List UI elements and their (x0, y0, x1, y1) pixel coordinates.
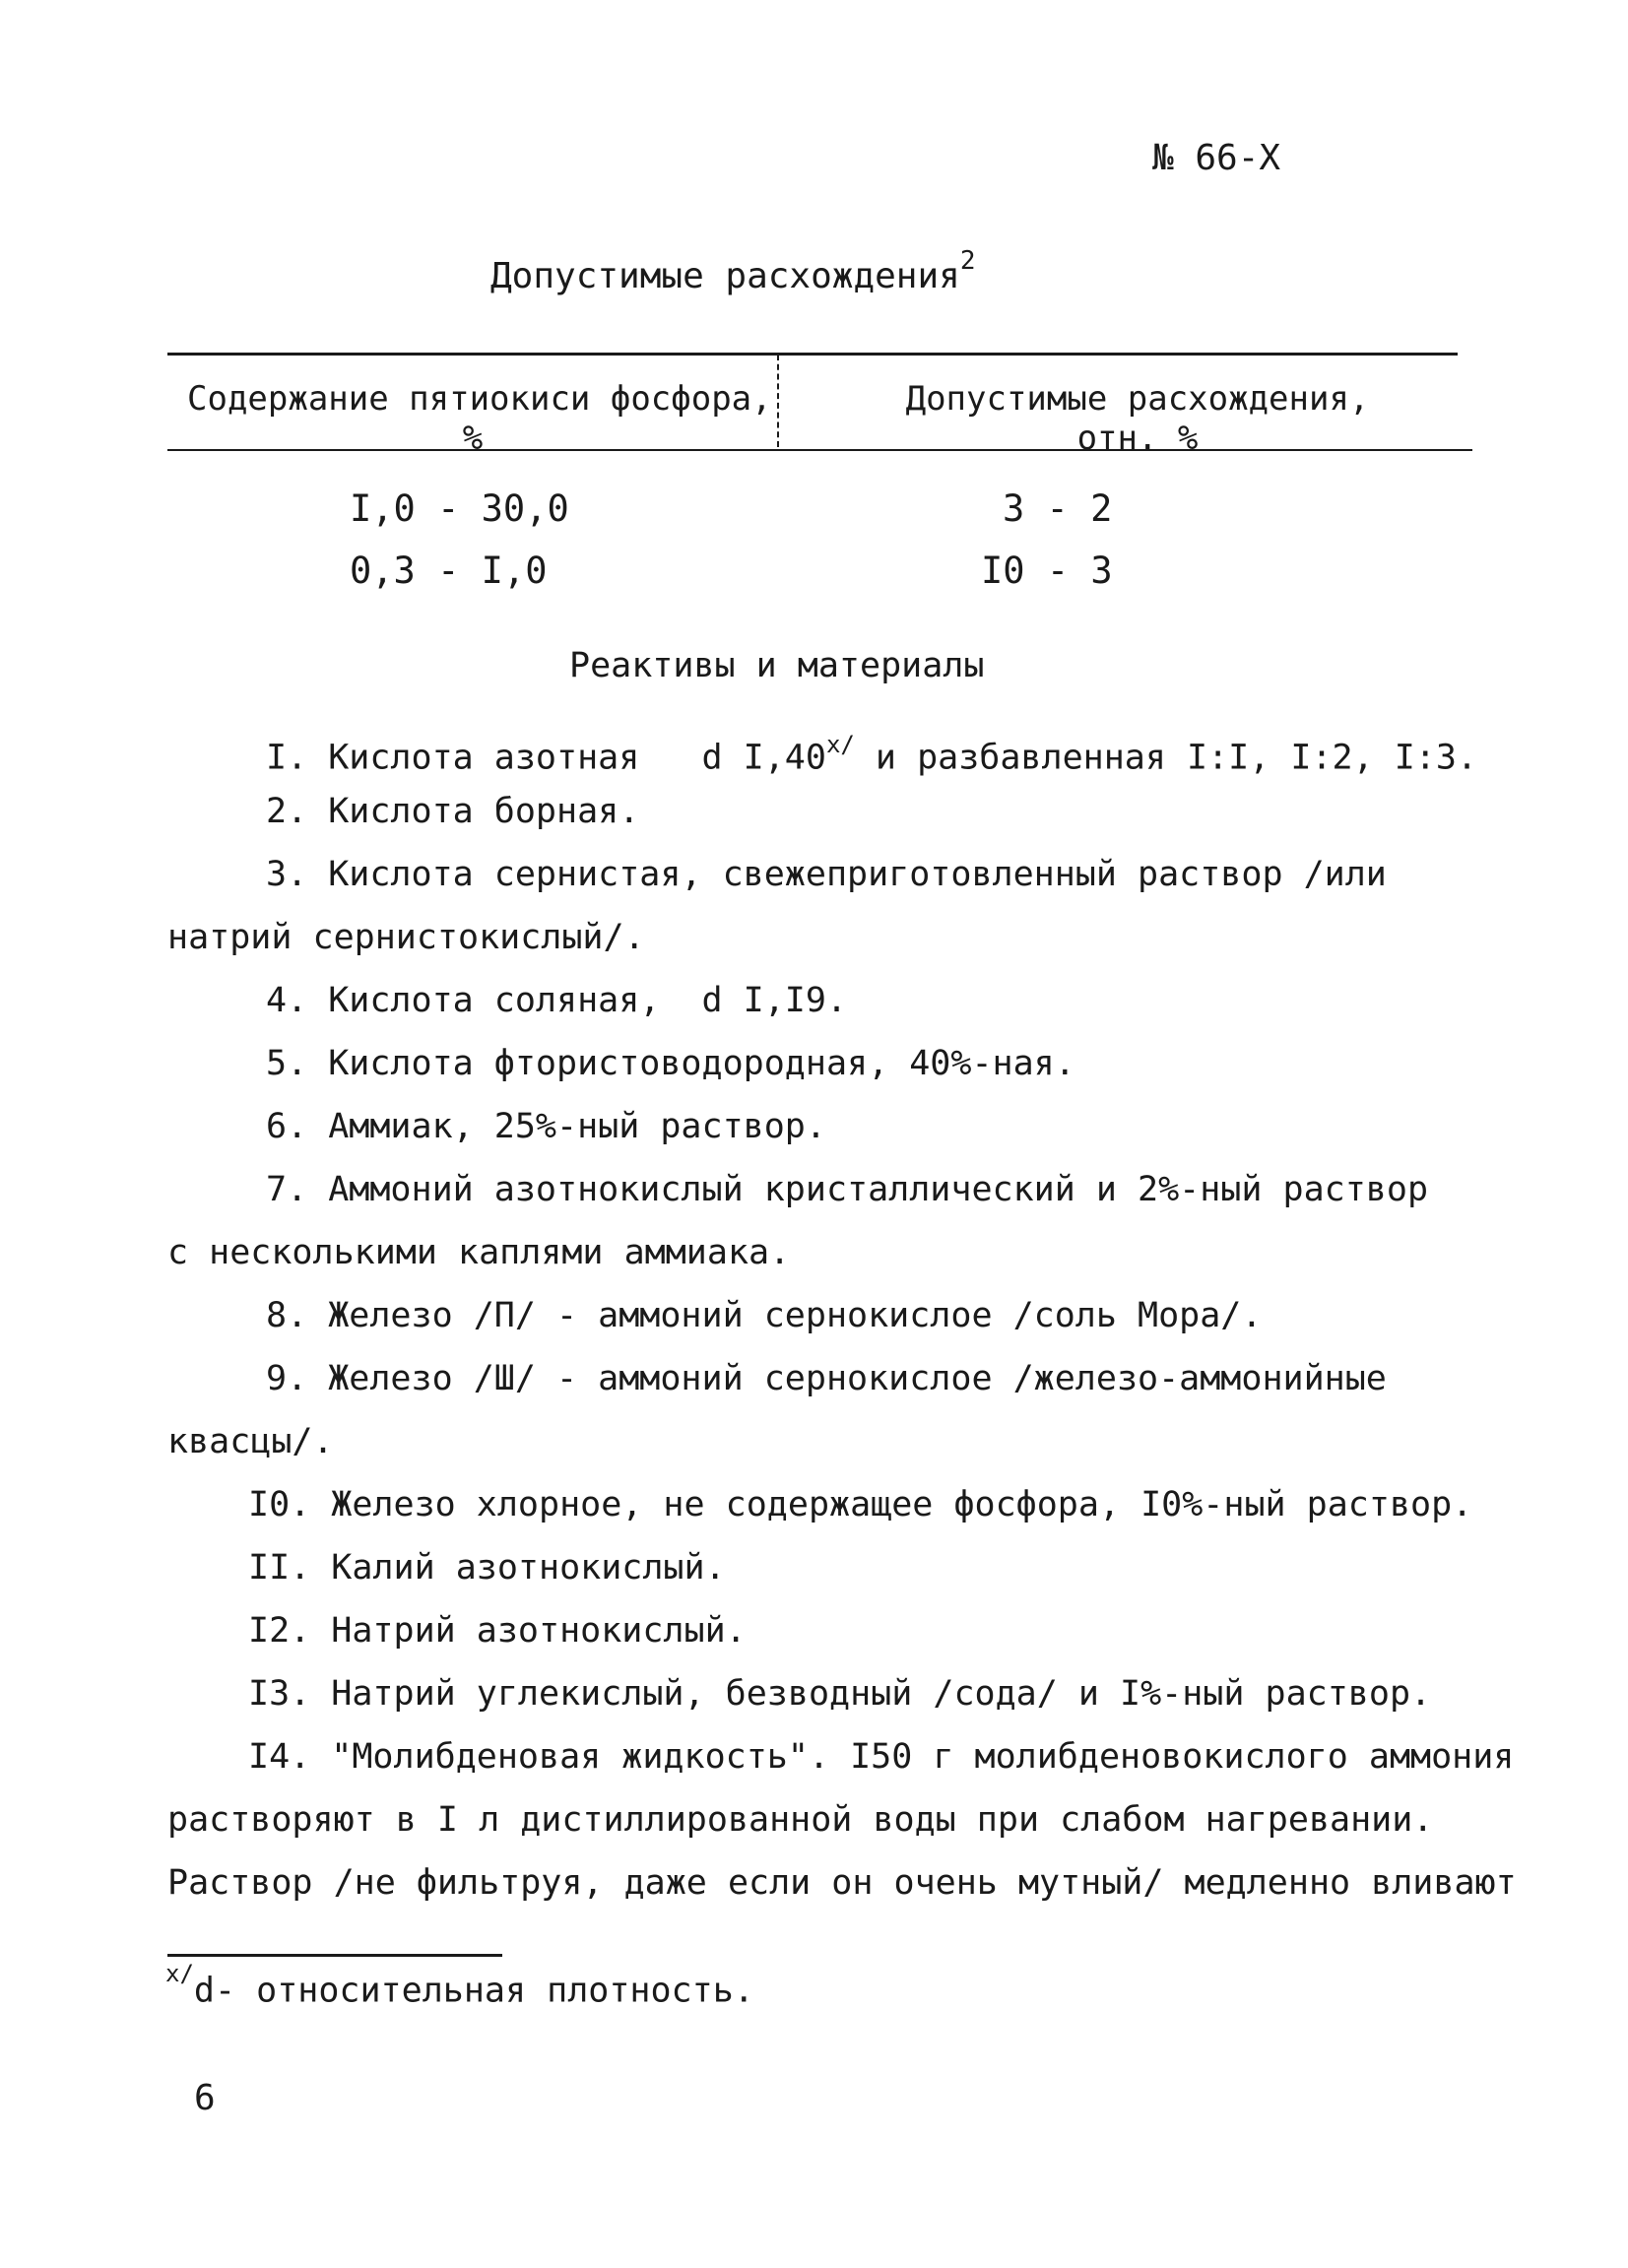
footnote-rule (167, 1954, 502, 1957)
list-item: I3. Натрий углекислый, безводный /сода/ и I%-ный раствор. (248, 1674, 1432, 1714)
table-column-divider (777, 355, 779, 447)
list-item: 4. Кислота соляная, d I,I9. (266, 981, 848, 1020)
list-item: I2. Натрий азотнокислый. (248, 1611, 747, 1651)
table-cell-tolerance: I0 - 3 (981, 550, 1113, 592)
header-unit: % (462, 419, 484, 458)
list-item: 2. Кислота борная. (266, 792, 640, 831)
header-label: Содержание пятиокиси фосфора, (187, 379, 772, 419)
table-cell-range: 0,3 - I,0 (350, 550, 548, 592)
list-item: 5. Кислота фтористоводородная, 40%-ная. (266, 1044, 1075, 1083)
section-title: Реактивы и материалы (569, 646, 985, 685)
table-header-phosphorus-content (187, 379, 772, 458)
table-title-text: Допустимые расхождения (490, 256, 960, 296)
list-item: 6. Аммиак, 25%-ный раствор. (266, 1107, 826, 1146)
header-label: Допустимые расхождения, (905, 379, 1370, 419)
list-item (167, 729, 1566, 778)
list-item-continuation: квасцы/. (167, 1422, 334, 1461)
table-cell-tolerance: 3 - 2 (1003, 487, 1113, 530)
list-item: I0. Железо хлорное, не содержащее фосфора, I0%-ный раствор. (248, 1485, 1473, 1524)
item-text: I. Кислота азотная d I,40 (266, 738, 826, 778)
table-title-footnote-ref: 2 (959, 246, 976, 276)
table-header-rule (167, 449, 1472, 451)
item-text: и разбавленная I:I, I:2, I:3. (854, 738, 1478, 778)
document-number: № 66-Х (1152, 138, 1281, 178)
footnote-text: d- относительная плотность. (193, 1971, 754, 2011)
table-header-tolerance (798, 379, 1477, 458)
list-item-continuation: с несколькими каплями аммиака. (167, 1233, 791, 1272)
list-item: 3. Кислота сернистая, свежеприготовленный раствор /или (266, 855, 1387, 894)
list-item: 8. Железо /П/ - аммоний сернокислое /соль Мора/. (266, 1296, 1263, 1335)
list-item-continuation: Раствор /не фильтруя, даже если он очень мутный/ медленно вливают (167, 1863, 1517, 1903)
list-item: II. Калий азотнокислый. (248, 1548, 726, 1588)
header-unit: отн. % (1076, 419, 1199, 458)
page-number: 6 (194, 2078, 216, 2118)
list-item: 9. Железо /Ш/ - аммоний сернокислое /железо-аммонийные (266, 1359, 1387, 1398)
table-top-rule (167, 353, 1458, 356)
list-item-continuation: натрий сернистокислый/. (167, 918, 645, 957)
table-title (490, 246, 976, 296)
list-item: I4. "Молибденовая жидкость". I50 г молибденовокислого аммония (248, 1737, 1515, 1777)
table-cell-range: I,0 - 30,0 (350, 487, 569, 530)
list-item-continuation: растворяют в I л дистиллированной воды при слабом нагревании. (167, 1800, 1434, 1840)
footnote (165, 1960, 754, 2011)
list-item: 7. Аммоний азотнокислый кристаллический и 2%-ный раствор (266, 1170, 1429, 1209)
footnote-marker: x/ (165, 1960, 194, 1987)
footnote-ref: x/ (825, 731, 855, 758)
